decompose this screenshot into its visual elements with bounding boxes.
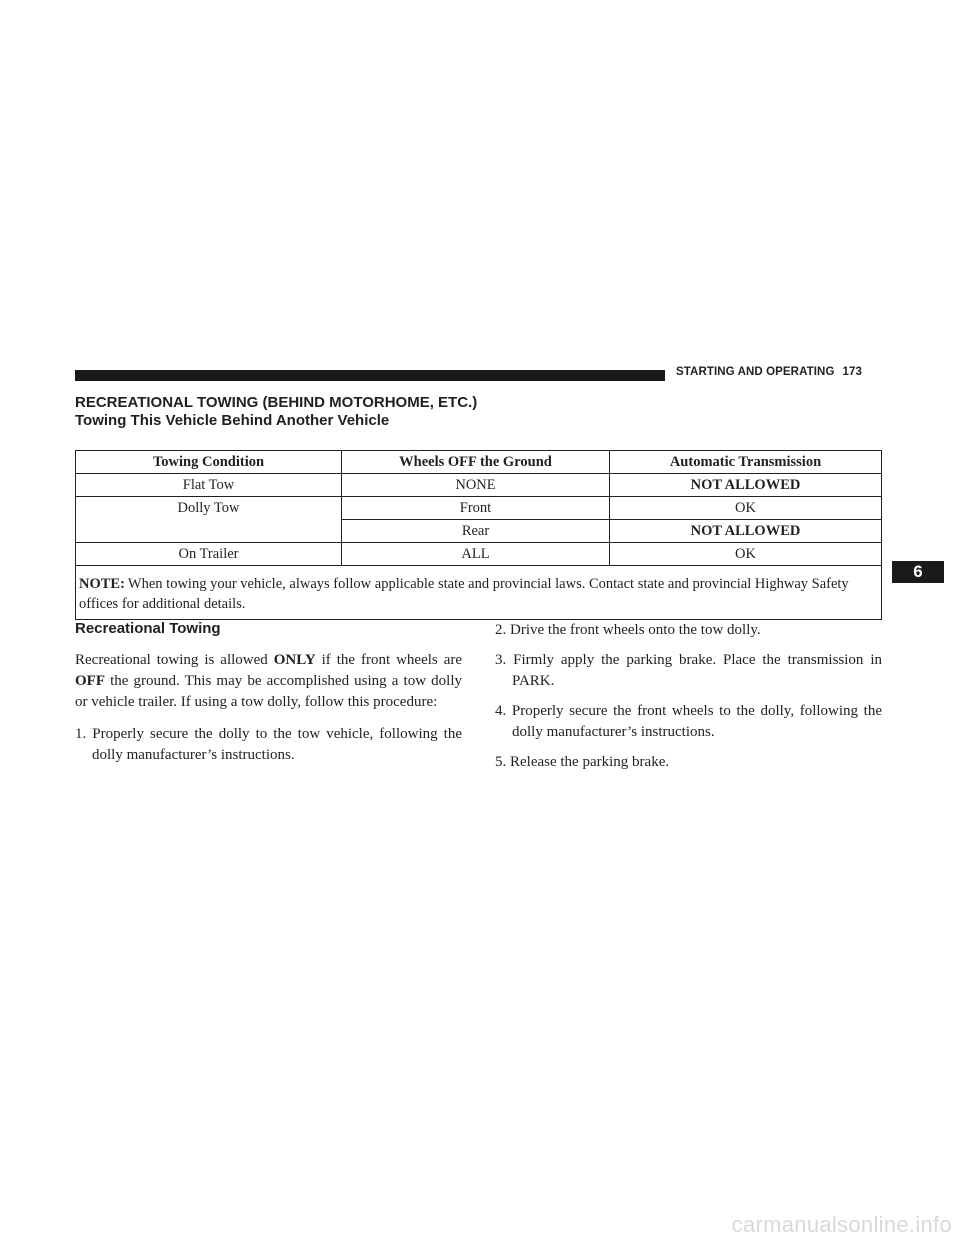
- cell-wheels: Front: [342, 497, 610, 520]
- cell-transmission: OK: [610, 543, 882, 566]
- chapter-tab: 6: [892, 561, 944, 583]
- note-label: NOTE:: [79, 576, 125, 592]
- table-header-row: [76, 451, 882, 474]
- page-subtitle: Towing This Vehicle Behind Another Vehicle: [75, 412, 390, 429]
- cell-condition: Flat Tow: [76, 474, 342, 497]
- cell-transmission: NOT ALLOWED: [610, 474, 882, 497]
- cell-transmission: OK: [610, 497, 882, 520]
- intro-text-2: if the front wheels are: [315, 652, 463, 668]
- towing-table: [75, 450, 882, 620]
- header-section: STARTING AND OPERATING: [676, 366, 835, 378]
- page-title: RECREATIONAL TOWING (BEHIND MOTORHOME, ETC.): [75, 394, 478, 411]
- procedure-step: 4. Properly secure the front wheels to the dolly, following the dolly manufacturer’s instructions.: [495, 703, 882, 740]
- cell-wheels: NONE: [342, 474, 610, 497]
- right-column: [495, 619, 882, 782]
- cell-wheels: Rear: [342, 520, 610, 543]
- procedure-step: 1. Properly secure the dolly to the tow vehicle, following the dolly manufacturer’s instructions.: [75, 726, 462, 763]
- section-heading: Recreational Towing: [75, 620, 221, 637]
- header-rule: [75, 370, 665, 381]
- table-row: [76, 543, 882, 566]
- table-note-row: [76, 566, 882, 620]
- procedure-step: 2. Drive the front wheels onto the tow dolly.: [495, 622, 761, 638]
- table-note: [76, 566, 882, 620]
- table-row: [76, 520, 882, 543]
- intro-text-1: Recreational towing is allowed: [75, 652, 274, 668]
- intro-emphasis-only: ONLY: [273, 652, 316, 668]
- header-towing-condition: Towing Condition: [76, 451, 342, 474]
- cell-wheels: ALL: [342, 543, 610, 566]
- header-wheels-off: Wheels OFF the Ground: [342, 451, 610, 474]
- intro-emphasis-off: OFF: [75, 673, 105, 689]
- header-transmission: Automatic Transmission: [610, 451, 882, 474]
- page-number: 173: [842, 366, 863, 378]
- table-row: [76, 474, 882, 497]
- procedure-step: 5. Release the parking brake.: [495, 754, 670, 770]
- table-row: [76, 497, 882, 520]
- note-text: When towing your vehicle, always follow applicable state and provincial laws. Contact state and provincial Highway Safety offices for additional details.: [79, 576, 849, 612]
- intro-paragraph: [75, 650, 462, 713]
- cell-condition: Dolly Tow: [76, 497, 342, 520]
- cell-transmission: NOT ALLOWED: [610, 520, 882, 543]
- watermark: carmanualsonline.info: [731, 1212, 952, 1237]
- cell-condition: [76, 520, 342, 543]
- running-header: [676, 366, 862, 378]
- cell-condition: On Trailer: [76, 543, 342, 566]
- left-column: [75, 619, 462, 775]
- procedure-step: 3. Firmly apply the parking brake. Place the transmission in PARK.: [495, 652, 882, 689]
- intro-text-3: the ground. This may be accomplished using a tow dolly or vehicle trailer. If using a tow dolly, follow this procedure:: [75, 673, 462, 710]
